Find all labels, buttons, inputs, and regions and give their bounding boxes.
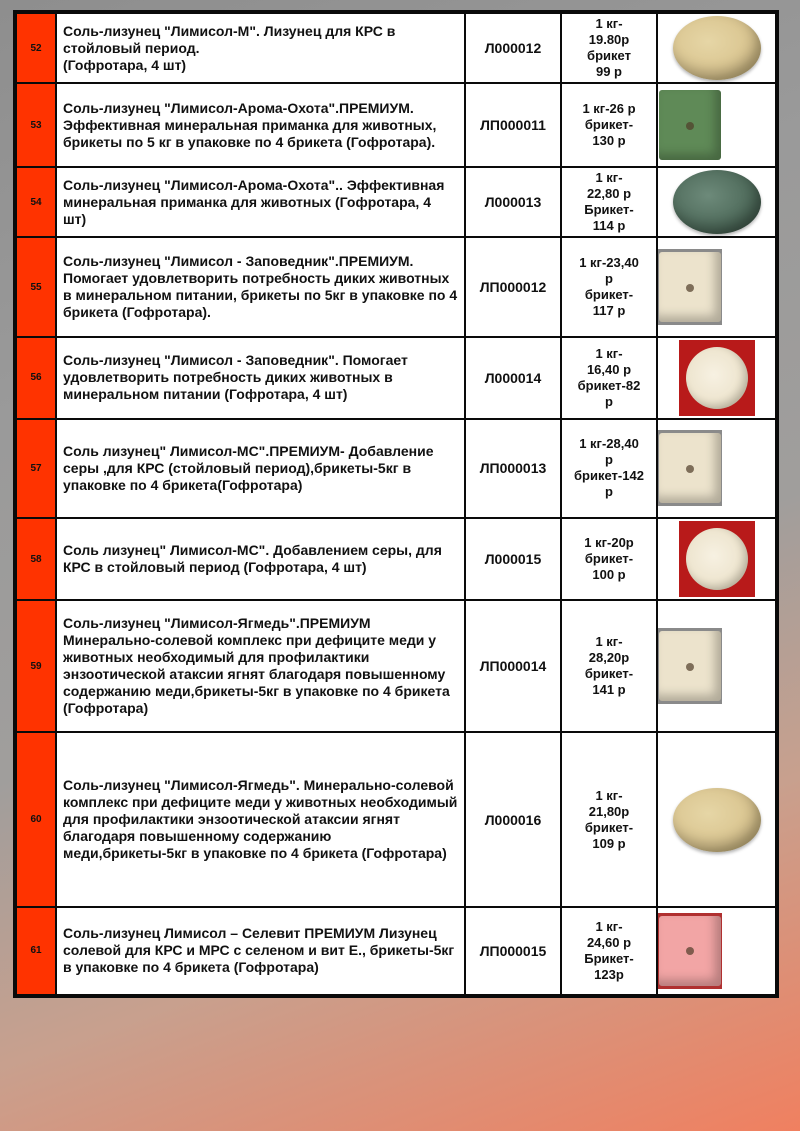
product-code: Л000014 [466,338,560,418]
product-code: ЛП000011 [466,84,560,166]
product-description: Соль-лизунец "Лимисол-Арома-Охота".ПРЕМИУМ. Эффективная минеральная приманка для животных, брикеты по 5 кг в упаковке по 4 брикета (Гофротара). [57,84,464,166]
product-price: 1 кг- 24,60 р Брикет- 123р [562,908,656,994]
product-description: Соль-лизунец "Лимисол-Арома-Охота".. Эффективная минеральная приманка для животных (Гофротара, 4 шт) [57,168,464,236]
product-block-shape [659,90,721,160]
row-number: 55 [17,238,55,335]
product-description: Соль-лизунец "Лимисол-М". Лизунец для КРС в стойловый период. (Гофротара, 4 шт) [57,14,464,82]
product-image-cell [658,601,775,731]
product-image-cell [658,908,775,994]
product-disc-image [673,788,761,852]
table-row [17,601,775,731]
product-code: Л000013 [466,168,560,236]
row-number: 59 [17,601,55,731]
product-disc-shape [686,528,748,590]
product-description: Соль лизунец" Лимисол-МС".ПРЕМИУМ- Добавление серы ,для КРС (стойловый период),брикеты-5кг в упаковке по 4 брикета(Гофротара) [57,420,464,517]
product-block-shape [659,252,721,322]
table-row [17,420,775,517]
product-image-cell [658,519,775,599]
row-number: 53 [17,84,55,166]
product-description: Соль-лизунец "Лимисол - Заповедник". Помогает удовлетворить потребность диких животных в минеральном питании (Гофротара, 4 шт) [57,338,464,418]
product-block-image [658,430,775,506]
product-description: Соль-лизунец Лимисол – Селевит ПРЕМИУМ Лизунец солевой для КРС и МРС с селеном и вит Е., брикеты-5кг в упаковке по 4 брикета (Гофротара) [57,908,464,994]
table-row [17,238,775,335]
row-number: 61 [17,908,55,994]
product-price: 1 кг- 21,80р брикет- 109 р [562,733,656,905]
product-description: Соль лизунец" Лимисол-МС". Добавлением серы, для КРС в стойловый период (Гофротара, 4 шт) [57,519,464,599]
product-price: 1 кг- 16,40 р брикет-82 р [562,338,656,418]
product-image-cell [658,168,775,236]
product-round-image [679,340,755,416]
row-number: 52 [17,14,55,82]
product-disc-image [673,16,761,80]
product-code: ЛП000014 [466,601,560,731]
table-row [17,733,775,905]
product-code: ЛП000012 [466,238,560,335]
product-image-cell [658,84,775,166]
product-image-cell [658,420,775,517]
product-image-cell [658,733,775,905]
product-price: 1 кг-23,40 р брикет- 117 р [562,238,656,335]
row-number: 58 [17,519,55,599]
price-table [15,12,777,996]
product-code: Л000016 [466,733,560,905]
product-image-cell [658,238,775,335]
product-code: Л000012 [466,14,560,82]
product-price: 1 кг- 28,20р брикет- 141 р [562,601,656,731]
table-row [17,168,775,236]
table-row [17,908,775,994]
product-price: 1 кг- 19.80р брикет 99 р [562,14,656,82]
table-row [17,519,775,599]
product-disc-shape [686,347,748,409]
product-round-image [679,521,755,597]
table-row [17,14,775,82]
row-number: 60 [17,733,55,905]
product-price: 1 кг- 22,80 р Брикет- 114 р [562,168,656,236]
product-block-shape [659,916,721,986]
product-image-cell [658,14,775,82]
price-table-frame [13,10,779,998]
product-code: ЛП000015 [466,908,560,994]
product-image-cell [658,338,775,418]
product-block-image [658,913,775,989]
product-block-shape [659,631,721,701]
product-disc-image [673,170,761,234]
product-description: Соль-лизунец "Лимисол-Ягмедь".ПРЕМИУМ Минерально-солевой комплекс при дефиците меди у животных необходимый для профилактики энзоотической атаксии ягнят благодаря повышенному содержанию меди,брикеты-5кг в упаковке по 4 брикета (Гофротара) [57,601,464,731]
product-code: Л000015 [466,519,560,599]
product-block-image [658,249,775,325]
product-block-image [658,628,775,704]
product-price: 1 кг-20р брикет- 100 р [562,519,656,599]
product-description: Соль-лизунец "Лимисол - Заповедник".ПРЕМИУМ. Помогает удовлетворить потребность диких животных в минеральном питании, брикеты по 5кг в упаковке по 4 брикета (Гофротара). [57,238,464,335]
product-price: 1 кг-28,40 р брикет-142 р [562,420,656,517]
row-number: 56 [17,338,55,418]
table-row [17,338,775,418]
product-description: Соль-лизунец "Лимисол-Ягмедь". Минерально-солевой комплекс при дефиците меди у животных необходимый для профилактики энзоотической атаксии ягнят благодаря повышенному содержанию меди,брикеты-5кг в упаковке по 4 брикета (Гофротара) [57,733,464,905]
product-block-shape [659,433,721,503]
row-number: 54 [17,168,55,236]
table-row [17,84,775,166]
product-price: 1 кг-26 р брикет- 130 р [562,84,656,166]
row-number: 57 [17,420,55,517]
product-code: ЛП000013 [466,420,560,517]
product-block-image [658,87,775,163]
